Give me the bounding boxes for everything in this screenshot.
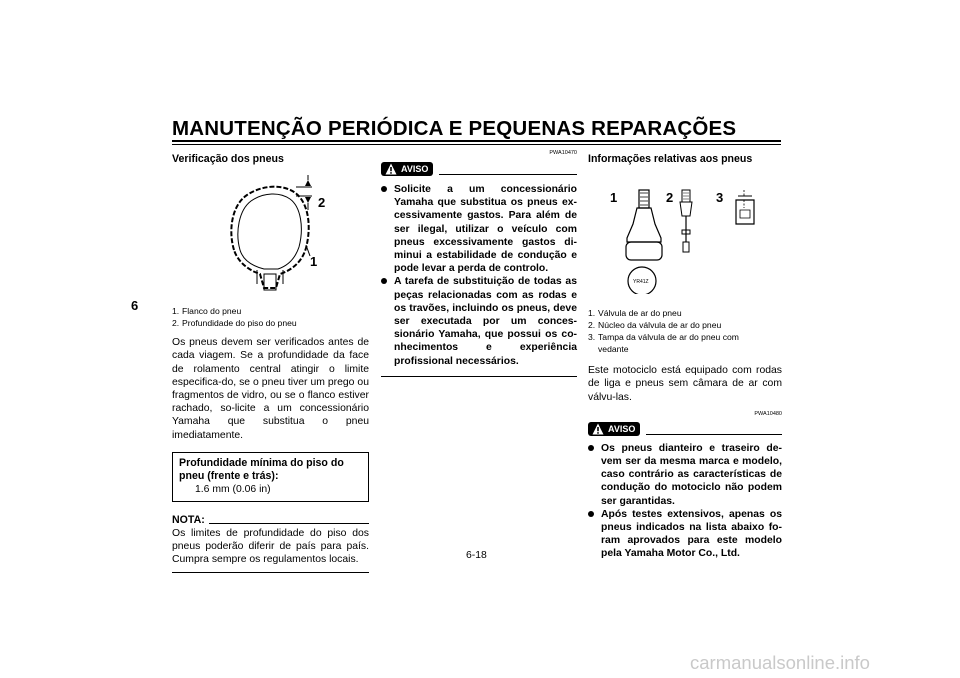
caption-text: Profundidade do piso do pneu bbox=[182, 318, 297, 329]
caption-text: Válvula de ar do pneu bbox=[598, 308, 682, 319]
warning-triangle-icon bbox=[385, 163, 397, 175]
caption-number: 1. bbox=[172, 306, 180, 317]
warning-bullet bbox=[381, 275, 577, 367]
watermark[interactable]: carmanualsonline.info bbox=[690, 652, 870, 673]
tire-figure bbox=[172, 170, 369, 300]
tire-check-body: Os pneus devem ser verificados antes de cada viagem. Se a profundidade da face de rolamento central atingir o limite especifica-do, se o pneu tiver um prego ou fragmentos de vidro, ou se o flanco estiver rachado, so-licite a um concessionário Yamaha que substitua o pneu imediatamente. bbox=[172, 337, 369, 441]
bullet-text: A tarefa de substituição de todas as peças relacionadas com as rodas e os travões, incluindo os pneus, deve ser executada por um conces-sionário Yamaha, que possui os co-nhecimentos e experiência profissional necessários. bbox=[394, 276, 577, 367]
warning-label: AVISO bbox=[401, 164, 429, 174]
warning-badge bbox=[588, 422, 640, 436]
caption-text: Flanco do pneu bbox=[182, 306, 242, 317]
cap-marking: YR41Z bbox=[633, 279, 649, 286]
title-rule bbox=[172, 140, 781, 142]
spec-title: Profundidade mínima do piso do pneu (frente e trás): bbox=[179, 456, 344, 482]
caption-number: 3. bbox=[588, 332, 596, 343]
warning-end-rule bbox=[381, 376, 577, 377]
figure-captions bbox=[172, 305, 369, 329]
caption-number: 2. bbox=[172, 318, 180, 329]
nota-header bbox=[172, 514, 369, 527]
nota-label: NOTA: bbox=[172, 513, 205, 526]
bullet-icon bbox=[588, 508, 601, 561]
warning-bullet bbox=[588, 508, 782, 561]
spec-value: 1.6 mm (0.06 in) bbox=[195, 483, 271, 495]
page-number: 6-18 bbox=[466, 550, 487, 561]
nota-rule bbox=[209, 523, 369, 524]
warning-triangle-icon bbox=[592, 423, 604, 435]
tire-info-body: Este motociclo está equipado com rodas de liga e pneus sem câmara de ar com válvu-las. bbox=[588, 365, 782, 403]
caption-text: Tampa da válvula de ar do pneu com vedante bbox=[598, 332, 739, 355]
caption-number: 2. bbox=[588, 320, 596, 331]
nota-text: Os limites de profundidade do piso dos pneus poderão diferir de país para país. Cumpra sempre os regulamentos locais. bbox=[172, 528, 369, 566]
warning-code: PWA10470 bbox=[549, 150, 577, 156]
warning-code: PWA10480 bbox=[754, 410, 782, 417]
bullet-text: Após testes extensivos, apenas os pneus indicados na lista abaixo fo-ram aprovados para este modelo pela Yamaha Motor Co., Ltd. bbox=[601, 508, 782, 560]
valve-label-1: 1 bbox=[610, 190, 618, 206]
bullet-icon bbox=[381, 275, 394, 367]
warning-bullet bbox=[381, 183, 577, 275]
valve-label-2: 2 bbox=[666, 190, 674, 206]
valve-captions bbox=[588, 307, 782, 355]
title-rule-thin bbox=[172, 144, 781, 145]
middle-column bbox=[381, 150, 577, 377]
nota-end-rule bbox=[172, 572, 369, 573]
warning-label: AVISO bbox=[608, 423, 636, 434]
figure-label-2: 2 bbox=[318, 195, 326, 211]
caption-number: 1. bbox=[588, 308, 596, 319]
page-title: MANUTENÇÃO PERIÓDICA E PEQUENAS REPARAÇÕES bbox=[172, 117, 737, 140]
bullet-icon bbox=[381, 183, 394, 275]
chapter-number: 6 bbox=[131, 298, 139, 313]
spec-box bbox=[172, 452, 369, 502]
warning-rule bbox=[439, 174, 577, 175]
tire-cross-section-illustration bbox=[172, 170, 369, 300]
warning-bullet bbox=[588, 442, 782, 508]
left-column bbox=[172, 153, 369, 573]
bullet-icon bbox=[588, 442, 601, 508]
valve-parts-illustration bbox=[588, 170, 782, 294]
right-column bbox=[588, 153, 782, 561]
valve-figure bbox=[588, 170, 782, 294]
bullet-text: Solicite a um concessionário Yamaha que substitua os pneus ex-cessivamente gastos. Para além de ser ilegal, utilizar o veículo com pneus excessivamente gastos di-minui a estabilidade de condução e pode levar a perda de controlo. bbox=[394, 184, 577, 275]
warning-badge bbox=[381, 162, 433, 176]
figure-label-1: 1 bbox=[310, 254, 318, 270]
caption-text: Núcleo da válvula de ar do pneu bbox=[598, 320, 722, 331]
warning-header bbox=[381, 162, 577, 176]
warning-block-right bbox=[588, 410, 782, 561]
warning-rule bbox=[646, 434, 782, 435]
bullet-text: Os pneus dianteiro e traseiro de-vem ser da mesma marca e modelo, caso contrário as características de condução do motociclo não podem ser garantidas. bbox=[601, 442, 782, 507]
valve-label-3: 3 bbox=[716, 190, 724, 206]
section-heading-tire-info: Informações relativas aos pneus bbox=[588, 153, 753, 165]
warning-header bbox=[588, 422, 782, 436]
section-heading-tire-check: Verificação dos pneus bbox=[172, 153, 284, 165]
